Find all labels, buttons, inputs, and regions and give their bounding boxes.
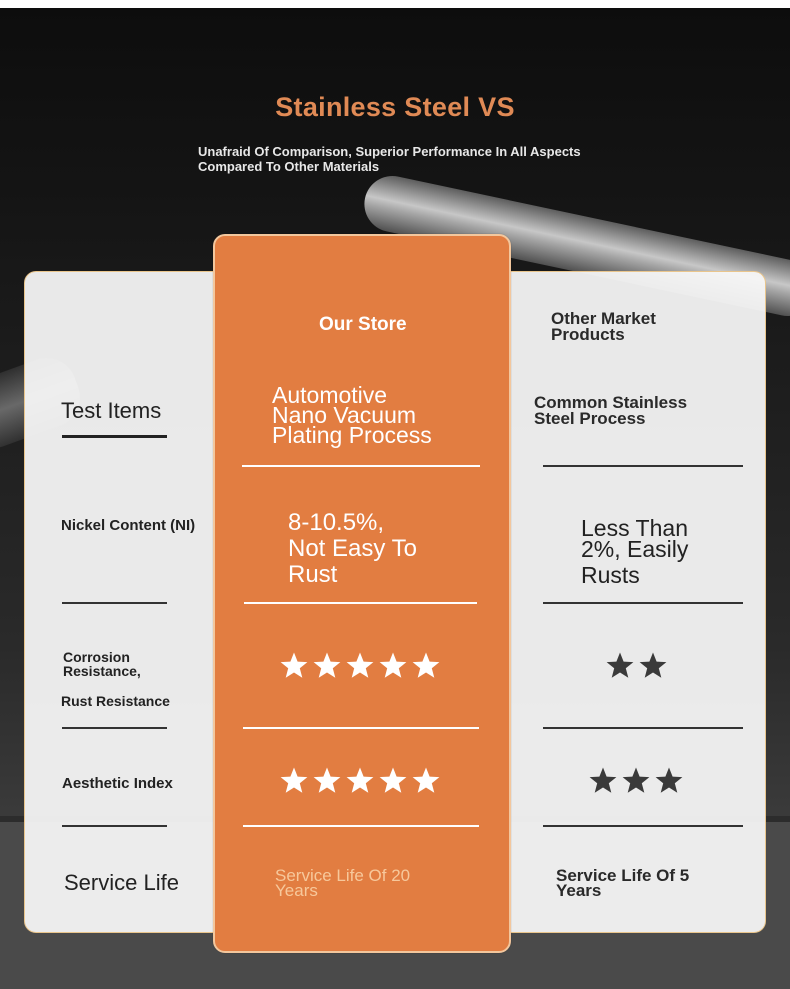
text-line: Less Than [581, 515, 688, 541]
other-corrosion-rating [605, 651, 668, 681]
text-line: Rust [288, 561, 338, 588]
our-service-life-text [275, 868, 410, 898]
star-icon [411, 651, 441, 681]
our-nickel-text [288, 510, 417, 588]
text-line: Common Stainless [534, 393, 688, 412]
corrosion-label [63, 650, 141, 678]
text-line: Years [275, 881, 318, 900]
star-icon [345, 766, 375, 796]
page-subtitle [198, 144, 638, 174]
row-divider [62, 602, 167, 604]
text-line: Steel Process [534, 409, 646, 428]
row-divider [243, 825, 479, 827]
row-divider [543, 465, 743, 467]
subtitle-line: Unafraid Of Comparison, Superior Performance In All Aspects [198, 144, 581, 159]
page-title: Stainless Steel VS [275, 92, 515, 122]
text-line: Years [556, 881, 602, 900]
our-process-text [272, 382, 432, 448]
text-line: 2%, Easily [581, 536, 689, 562]
star-icon [378, 651, 408, 681]
star-icon [279, 766, 309, 796]
our-corrosion-rating [279, 651, 441, 681]
text-line: Not Easy To [288, 535, 417, 562]
row-divider [543, 825, 743, 827]
our-store-header: Our Store [319, 314, 407, 335]
row-divider [543, 727, 743, 729]
other-nickel-text [581, 515, 689, 588]
star-icon [378, 766, 408, 796]
star-icon [605, 651, 635, 681]
text-line: Plating Process [272, 422, 432, 448]
other-aesthetic-rating [588, 766, 684, 796]
header-line: Products [551, 325, 625, 344]
text-line: Automotive [272, 382, 388, 408]
test-items-header: Test Items [61, 398, 162, 423]
nickel-content-label: Nickel Content (NI) [61, 517, 196, 534]
text-line: Service Life Of 20 [275, 866, 411, 885]
row-divider [62, 727, 167, 729]
header-line: Other Market [551, 309, 656, 328]
text-line: 8-10.5%, [288, 509, 385, 536]
text-line: Resistance, [63, 663, 141, 679]
star-icon [621, 766, 651, 796]
service-life-label: Service Life [64, 870, 179, 895]
row-divider [242, 465, 480, 467]
row-divider [62, 825, 167, 827]
star-icon [411, 766, 441, 796]
other-service-life-text [556, 868, 689, 898]
star-icon [312, 766, 342, 796]
text-line: Service Life Of 5 [556, 866, 690, 885]
star-icon [312, 651, 342, 681]
text-line: Corrosion [63, 649, 130, 665]
our-aesthetic-rating [279, 766, 441, 796]
star-icon [588, 766, 618, 796]
row-divider [543, 602, 743, 604]
text-line: Rusts [581, 562, 640, 588]
row-divider [244, 602, 477, 604]
our-store-panel [213, 234, 511, 953]
star-icon [654, 766, 684, 796]
row-divider [243, 727, 479, 729]
subtitle-line: Compared To Other Materials [198, 159, 380, 174]
other-market-header [551, 311, 656, 343]
other-process-text [534, 395, 687, 427]
star-icon [345, 651, 375, 681]
aesthetic-index-label: Aesthetic Index [62, 775, 173, 792]
text-line: Nano Vacuum [272, 402, 417, 428]
star-icon [638, 651, 668, 681]
rust-resistance-label: Rust Resistance [61, 693, 170, 709]
test-items-underline [62, 435, 167, 438]
star-icon [279, 651, 309, 681]
